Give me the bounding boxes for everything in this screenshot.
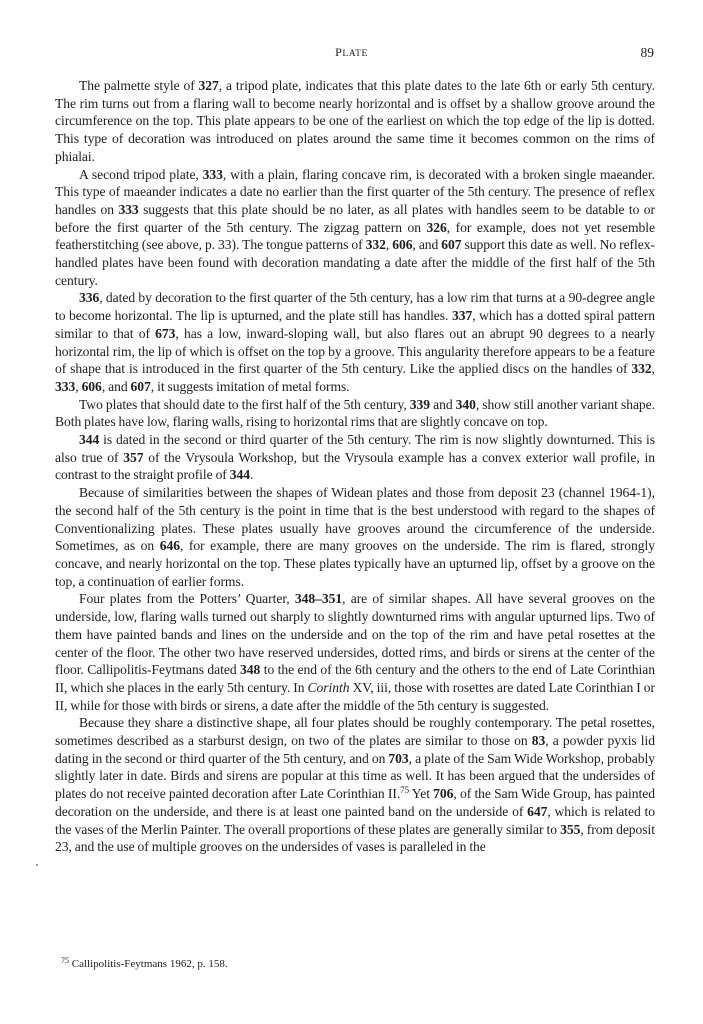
catalogue-number: 339 [409,396,431,412]
italic-title: Corinth [307,679,350,695]
catalogue-number: 355 [560,821,581,837]
text-run: The palmette style of [79,78,199,93]
catalogue-number: 348–351 [294,591,343,607]
text-run: Because they share a distinctive shape, all four plates should be roughly contemporary. The petal rosettes, sometimes described as a starburst design, on two of the plates are similar to those on [55,715,655,749]
running-head [0,45,703,60]
text-run: , [75,378,82,394]
catalogue-number: 337 [451,308,473,324]
text-run: , has a low, inward-sloping wall, but also flares out an abrupt 90 degrees to a nearly horizontal rim, the lip of which is offset on the top by a groove. This angularity therefore appears to be a feature of shape that is introduced in the first quarter of the 5th century. Like the applied discs on the handles of [55,325,655,377]
page-header [0,45,703,67]
paragraph [55,166,655,290]
catalogue-number: 607 [441,237,462,253]
text-run: , a powder pyxis lid dating in the second or third quarter of the 5th century, and on [55,733,655,766]
catalogue-number: 332 [631,361,652,377]
text-run: Four plates from the Potters’ Quarter, [79,591,295,607]
catalogue-number: 348 [240,662,261,678]
catalogue-number: 673 [155,325,176,341]
text-run: , a plate of the Sam Wide Workshop, probably slightly later in date. Birds and sirens are popular at this time as well. It has been argued that the undersides of plates do not receive painted decoration after Late Corinthian II. [55,750,655,802]
catalogue-number: 333 [118,201,139,217]
text-run: , [651,361,655,377]
text-run: , with a plain, flaring concave rim, is decorated with a broken single maeander. This type of maeander indicates a date no earlier than the first quarter of the 5th century. The presence of reflex handles on [55,166,655,217]
catalogue-number: 703 [388,750,409,766]
catalogue-number: 607 [130,378,151,394]
catalogue-number: 344 [79,432,100,448]
text-run: and [430,396,456,412]
text-run: . [250,467,254,483]
catalogue-number: 340 [455,396,476,412]
margin-mark [36,864,38,866]
text-run: A second tripod plate, [79,166,203,182]
text-run: , which has a dotted spiral pattern similar to that of [55,308,655,341]
catalogue-number: 83 [531,733,546,749]
paragraph [55,289,655,395]
running-head-rest: LATE [342,48,368,59]
running-head-initial: P [335,45,343,59]
footnote-ref: 75 [400,785,410,796]
catalogue-number: 327 [198,78,219,93]
catalogue-number: 336 [79,290,100,306]
text-run: is dated in the second or third quarter of the 5th century. The rim is now slightly downturned. This is also true of [55,432,655,465]
text-run: Because of similarities between the shapes of Widean plates and those from deposit 23 (channel 1964-1), the second half of the 5th century is the point in time that is the best understood with regard to the shapes of Conventionalizing plates. These plates usually have grooves around the circumference of the underside. Sometimes, as on [55,485,655,554]
paragraph [55,590,655,714]
catalogue-number: 333 [55,378,76,394]
text-run: , show still another variant shape. Both plates have low, flaring walls, rising to horizontal rims that are slightly concave on top. [55,396,656,430]
text-run: , which is related to the vases of the Merlin Painter. The overall proportions of these plates are generally similar to [55,803,655,837]
catalogue-number: 326 [426,219,447,235]
catalogue-number: 332 [365,237,386,253]
text-run: , for example, there are many grooves on the underside. The rim is flared, strongly concave, and nearly horizontal on the top. These plates typically have an upturned lip, offset by a groove on the top, a continuation of earlier forms. [55,538,655,589]
paragraph [55,396,655,431]
catalogue-number: 606 [392,237,413,253]
text-run: XV, iii, those with rosettes are dated Late Corinthian I or II, while for those with birds or sirens, a date after the middle of the 5th century is suggested. [55,679,655,713]
catalogue-number: 344 [229,467,250,483]
text-run: , and [412,237,442,253]
text-run: , [385,237,393,253]
paragraph [55,484,655,590]
text-run: support this date as well. No reflex-handled plates have been found with decoration mandating a date after the middle of the first half of the 5th century. [55,237,655,288]
text-run: to the end of the 6th century and the others to the end of Late Corinthian II, which she places in the early 5th century. In [55,662,655,695]
catalogue-number: 606 [81,378,102,394]
catalogue-number: 706 [433,786,454,802]
footnote-text: Callipolitis-Feytmans 1962, p. 158. [71,958,228,970]
text-run: , of the Sam Wide Group, has painted decoration on the underside, and there is at least one painted band on the underside of [55,786,655,819]
paragraph [55,77,655,166]
text-run: , dated by decoration to the first quarter of the 5th century, has a low rim that turns at a 90-degree angle to become horizontal. The lip is upturned, and the plate still has handles. [55,290,655,324]
footnote [61,957,651,971]
catalogue-number: 333 [202,166,223,182]
text-run: , from deposit 23, and the use of multiple grooves on the undersides of vases is paralleled in the [55,821,655,855]
paragraph [55,431,655,484]
body-text [55,77,655,856]
catalogue-number: 646 [159,538,180,554]
text-run: , and [101,378,131,394]
text-run: , are of similar shapes. All have several grooves on the underside, low, flaring walls turned out sharply to slightly downturned rims with angular upturned lips. Two of them have painted bands and lines on the underside and on the top of the rim and have petal rosettes at the center of the floor. The other two have reserved undersides, dotted rims, and birds or sirens at the center of the floor. Callipolitis-Feytmans dated [55,591,655,678]
text-run: , for example, does not yet resemble featherstitching (see above, p. 33). The tongue patterns of [55,219,656,253]
footnote-number: 75 [61,956,69,965]
catalogue-number: 647 [527,803,548,819]
text-run: Two plates that should date to the first half of the 5th century, [79,396,410,412]
text-run: suggests that this plate should be no later, as all plates with handles seem to be datable to or before the first quarter of the 5th century. The zigzag pattern on [55,201,655,235]
paragraph [55,714,655,856]
text-run: Yet [409,786,434,802]
catalogue-number: 357 [123,449,144,465]
text-run: , it suggests imitation of metal forms. [150,378,350,394]
text-run: , a tripod plate, indicates that this plate dates to the late 6th or early 5th century. The rim turns out from a flaring wall to become nearly horizontal and is offset by a shallow groove around the circumference on the top. This plate appears to be one of the earliest on which the top edge of the lip is dotted. This type of decoration was introduced on plates around the same time it becomes common on the rims of phialai. [55,78,656,164]
text-run: of the Vrysoula Workshop, but the Vrysoula example has a convex exterior wall profile, in contrast to the straight profile of [55,449,655,483]
page-number: 89 [640,45,654,60]
